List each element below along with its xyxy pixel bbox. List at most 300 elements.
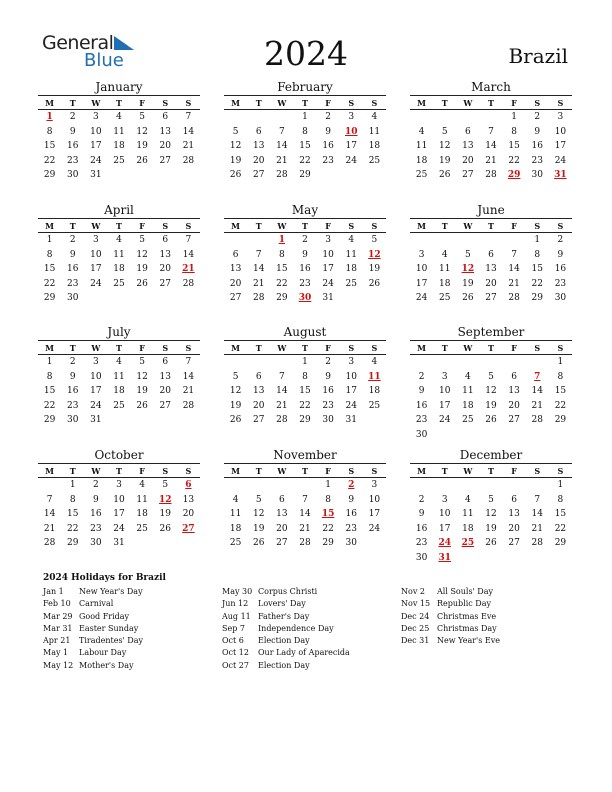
weekday-header: M: [410, 219, 433, 233]
day-cell: 12: [485, 509, 497, 520]
holiday-name: Republic Day: [437, 599, 491, 609]
day-cell: 14: [43, 509, 56, 520]
day-cell: 20: [229, 278, 242, 289]
weekday-header: T: [247, 96, 270, 110]
day-cell: 7: [46, 494, 53, 505]
weekday-header: S: [154, 341, 177, 355]
empty-day-cell: [340, 291, 363, 306]
day-cell: 24: [90, 400, 102, 411]
day-cell: 19: [438, 155, 451, 166]
holiday-name: Independence Day: [258, 623, 334, 633]
day-cell: 8: [534, 249, 541, 260]
day-cell: 31: [322, 293, 334, 304]
weekday-header: T: [293, 219, 316, 233]
day-cell: 7: [255, 249, 262, 260]
day-cell: 6: [162, 357, 169, 368]
day-cell: 4: [139, 480, 145, 491]
empty-day-cell: [410, 233, 433, 248]
day-cell: 24: [345, 400, 357, 411]
day-cell: 25: [229, 538, 242, 549]
empty-day-cell: [177, 168, 200, 183]
month-title: November: [273, 448, 337, 462]
empty-day-cell: [479, 428, 502, 443]
weekday-header: S: [177, 341, 200, 355]
holiday-name: New Year's Day: [79, 587, 143, 596]
day-cell: 1: [557, 480, 564, 491]
day-cell: 18: [368, 141, 381, 152]
day-cell: 25: [368, 400, 381, 411]
day-cell: 18: [462, 523, 474, 534]
holiday-day-cell: 1: [278, 235, 285, 246]
empty-day-cell: [247, 355, 270, 370]
day-cell: 26: [229, 170, 242, 181]
day-cell: 23: [299, 278, 311, 289]
weekday-header: M: [38, 219, 61, 233]
day-cell: 17: [438, 400, 451, 411]
day-cell: 12: [485, 386, 497, 397]
empty-day-cell: [433, 355, 456, 370]
weekday-header: T: [61, 96, 84, 110]
day-cell: 12: [136, 371, 148, 382]
day-cell: 7: [488, 126, 494, 137]
day-cell: 11: [136, 494, 148, 505]
day-cell: 19: [159, 509, 171, 520]
weekday-header: W: [270, 219, 293, 233]
day-cell: 14: [531, 509, 543, 520]
empty-day-cell: [247, 110, 270, 125]
day-cell: 26: [485, 538, 497, 549]
holiday-name: Election Day: [258, 660, 310, 670]
day-cell: 23: [531, 155, 543, 166]
calendar-year: 2024: [264, 34, 348, 73]
month-title: September: [457, 325, 525, 339]
day-cell: 25: [438, 293, 451, 304]
day-cell: 8: [46, 371, 53, 382]
day-cell: 15: [508, 141, 520, 152]
holiday-day-cell: 27: [182, 523, 195, 534]
day-cell: 15: [531, 264, 543, 275]
weekday-header: S: [549, 464, 572, 478]
day-cell: 24: [345, 155, 357, 166]
day-cell: 7: [278, 126, 285, 137]
day-cell: 25: [113, 155, 125, 166]
day-cell: 25: [462, 415, 474, 426]
weekday-header: M: [224, 464, 247, 478]
day-cell: 27: [508, 415, 520, 426]
day-cell: 30: [531, 170, 543, 181]
day-cell: 6: [511, 371, 517, 382]
day-cell: 16: [66, 141, 79, 152]
empty-day-cell: [270, 110, 293, 125]
holiday-day-cell: 24: [438, 538, 451, 549]
day-cell: 29: [531, 293, 543, 304]
day-cell: 4: [371, 357, 378, 368]
day-cell: 23: [90, 523, 102, 534]
day-cell: 30: [554, 293, 567, 304]
day-cell: 19: [229, 400, 242, 411]
day-cell: 26: [485, 415, 497, 426]
day-cell: 31: [345, 415, 357, 426]
day-cell: 20: [182, 509, 195, 520]
day-cell: 11: [113, 249, 125, 260]
day-cell: 28: [182, 400, 195, 411]
day-cell: 2: [534, 112, 541, 123]
day-cell: 10: [438, 509, 451, 520]
holiday-name: Our Lady of Aparecida: [258, 648, 350, 658]
weekday-header: M: [410, 464, 433, 478]
day-cell: 27: [508, 538, 520, 549]
empty-day-cell: [131, 413, 154, 428]
weekday-header: F: [503, 341, 526, 355]
empty-day-cell: [154, 291, 177, 306]
empty-day-cell: [224, 110, 247, 125]
holiday-name: Good Friday: [79, 611, 130, 621]
day-cell: 30: [415, 429, 428, 440]
month-calendar: [410, 202, 572, 306]
weekday-header: T: [107, 96, 130, 110]
month-title: January: [95, 80, 143, 94]
day-cell: 16: [299, 264, 311, 275]
holiday-entry: [222, 612, 350, 624]
day-cell: 5: [371, 235, 378, 246]
holiday-day-cell: 31: [438, 552, 451, 563]
day-cell: 15: [299, 386, 311, 397]
weekday-header: M: [224, 96, 247, 110]
empty-day-cell: [456, 551, 479, 566]
day-cell: 23: [322, 155, 334, 166]
day-cell: 19: [136, 264, 148, 275]
day-cell: 3: [92, 357, 99, 368]
day-cell: 18: [229, 523, 242, 534]
day-cell: 31: [90, 170, 102, 181]
weekday-header: T: [479, 464, 502, 478]
day-cell: 17: [554, 141, 567, 152]
day-cell: 14: [485, 141, 497, 152]
weekday-header: W: [270, 464, 293, 478]
day-cell: 30: [415, 552, 428, 563]
day-cell: 23: [66, 400, 79, 411]
month-calendar: [224, 324, 386, 428]
weekday-header: S: [154, 96, 177, 110]
day-cell: 5: [232, 371, 239, 382]
day-cell: 23: [66, 278, 79, 289]
holiday-date: Aug 11: [222, 611, 251, 621]
day-cell: 1: [325, 480, 331, 491]
day-cell: 10: [345, 371, 357, 382]
day-cell: 4: [418, 126, 425, 137]
day-cell: 3: [92, 235, 99, 246]
weekday-header: S: [363, 341, 386, 355]
empty-day-cell: [317, 168, 340, 183]
day-cell: 2: [325, 112, 331, 123]
holiday-date: Dec 25: [401, 623, 430, 633]
day-cell: 22: [322, 523, 334, 534]
day-cell: 27: [462, 170, 474, 181]
month-title: July: [107, 325, 131, 339]
holiday-date: Apr 21: [43, 636, 71, 646]
empty-day-cell: [270, 355, 293, 370]
holiday-name: Christmas Eve: [437, 611, 497, 621]
day-cell: 10: [90, 249, 102, 260]
day-cell: 13: [252, 141, 265, 152]
empty-day-cell: [433, 428, 456, 443]
day-cell: 28: [252, 293, 265, 304]
empty-day-cell: [154, 168, 177, 183]
empty-day-cell: [479, 478, 502, 493]
day-cell: 11: [345, 249, 357, 260]
day-cell: 21: [508, 278, 520, 289]
day-cell: 18: [136, 509, 148, 520]
day-cell: 22: [276, 278, 288, 289]
day-cell: 16: [66, 386, 79, 397]
weekday-header: W: [270, 96, 293, 110]
weekday-header: M: [224, 219, 247, 233]
day-cell: 22: [43, 400, 56, 411]
day-cell: 21: [252, 278, 265, 289]
day-cell: 23: [345, 523, 357, 534]
holiday-day-cell: 1: [46, 112, 53, 123]
empty-day-cell: [433, 478, 456, 493]
holiday-name: All Souls' Day: [437, 587, 493, 596]
weekday-header: S: [177, 96, 200, 110]
weekday-header: S: [363, 219, 386, 233]
day-cell: 24: [415, 293, 428, 304]
day-cell: 27: [252, 415, 265, 426]
month-calendar: [224, 79, 386, 183]
day-cell: 13: [252, 386, 265, 397]
day-cell: 21: [299, 523, 311, 534]
holiday-entry: [401, 587, 500, 599]
day-cell: 1: [302, 112, 308, 123]
day-cell: 25: [415, 170, 428, 181]
empty-day-cell: [456, 233, 479, 248]
day-cell: 10: [415, 264, 428, 275]
empty-day-cell: [433, 110, 456, 125]
month-calendar: [410, 79, 572, 183]
day-cell: 14: [531, 386, 543, 397]
day-cell: 26: [438, 170, 451, 181]
day-cell: 1: [46, 357, 53, 368]
day-cell: 18: [462, 400, 474, 411]
day-cell: 3: [418, 249, 425, 260]
day-cell: 28: [299, 538, 311, 549]
holiday-entry: [43, 599, 143, 611]
day-cell: 16: [322, 386, 334, 397]
day-cell: 15: [66, 509, 79, 520]
month-table: [38, 463, 200, 551]
holiday-day-cell: 6: [185, 480, 192, 491]
holiday-date: Nov 15: [401, 599, 431, 609]
weekday-header: S: [340, 464, 363, 478]
holiday-entry: [222, 661, 350, 673]
empty-day-cell: [154, 413, 177, 428]
day-cell: 16: [90, 509, 102, 520]
day-cell: 17: [415, 278, 428, 289]
holiday-name: Corpus Christi: [258, 587, 318, 596]
empty-day-cell: [38, 478, 61, 493]
day-cell: 7: [534, 494, 541, 505]
holiday-date: Feb 10: [43, 599, 71, 609]
month-title: February: [277, 80, 333, 94]
day-cell: 9: [69, 126, 76, 137]
empty-day-cell: [410, 355, 433, 370]
day-cell: 5: [441, 126, 448, 137]
weekday-header: S: [177, 219, 200, 233]
day-cell: 12: [229, 141, 242, 152]
day-cell: 7: [185, 357, 192, 368]
weekday-header: M: [38, 341, 61, 355]
month-table: [410, 95, 572, 183]
weekday-header: S: [526, 464, 549, 478]
holiday-entry: [43, 636, 143, 648]
day-cell: 13: [159, 126, 171, 137]
day-cell: 30: [90, 538, 102, 549]
day-cell: 21: [276, 400, 288, 411]
weekday-header: F: [503, 96, 526, 110]
day-cell: 8: [302, 371, 308, 382]
weekday-header: T: [433, 96, 456, 110]
day-cell: 21: [531, 400, 543, 411]
day-cell: 2: [92, 480, 99, 491]
day-cell: 4: [116, 357, 122, 368]
logo-word-general: General: [42, 32, 114, 54]
holiday-entry: [43, 661, 143, 673]
weekday-header: W: [456, 219, 479, 233]
day-cell: 9: [418, 386, 425, 397]
day-cell: 7: [185, 112, 192, 123]
day-cell: 27: [252, 170, 265, 181]
weekday-header: F: [131, 96, 154, 110]
day-cell: 4: [348, 235, 355, 246]
day-cell: 17: [345, 141, 357, 152]
holiday-date: May 30: [222, 587, 253, 596]
weekday-header: F: [503, 219, 526, 233]
day-cell: 16: [415, 400, 428, 411]
day-cell: 30: [66, 415, 79, 426]
day-cell: 4: [441, 249, 448, 260]
day-cell: 23: [415, 538, 428, 549]
day-cell: 7: [302, 494, 308, 505]
day-cell: 4: [371, 112, 378, 123]
holiday-day-cell: 29: [507, 170, 521, 181]
empty-day-cell: [456, 355, 479, 370]
day-cell: 6: [162, 112, 169, 123]
holiday-entry: [222, 587, 350, 599]
holiday-date: Jan 1: [43, 587, 64, 596]
empty-day-cell: [479, 355, 502, 370]
day-cell: 10: [90, 371, 102, 382]
holiday-day-cell: 11: [368, 371, 381, 382]
weekday-header: W: [84, 96, 107, 110]
weekday-header: S: [549, 341, 572, 355]
day-cell: 21: [182, 386, 195, 397]
day-cell: 13: [159, 371, 171, 382]
day-cell: 18: [345, 264, 357, 275]
holiday-day-cell: 15: [321, 509, 335, 520]
day-cell: 16: [554, 264, 567, 275]
weekday-header: T: [479, 219, 502, 233]
day-cell: 26: [136, 278, 148, 289]
day-cell: 22: [43, 155, 56, 166]
weekday-header: S: [154, 464, 177, 478]
day-cell: 24: [554, 155, 567, 166]
holiday-column: [401, 587, 500, 648]
weekday-header: F: [317, 341, 340, 355]
empty-day-cell: [503, 551, 526, 566]
day-cell: 5: [139, 357, 145, 368]
weekday-header: F: [317, 96, 340, 110]
empty-day-cell: [247, 478, 270, 493]
empty-day-cell: [131, 168, 154, 183]
day-cell: 27: [159, 155, 171, 166]
day-cell: 24: [322, 278, 334, 289]
weekday-header: S: [526, 219, 549, 233]
day-cell: 26: [229, 415, 242, 426]
day-cell: 6: [232, 249, 239, 260]
empty-day-cell: [549, 428, 572, 443]
day-cell: 26: [136, 400, 148, 411]
holiday-entry: [43, 587, 143, 599]
day-cell: 25: [368, 155, 381, 166]
empty-day-cell: [526, 551, 549, 566]
holiday-day-cell: 12: [461, 264, 475, 275]
month-calendar: [410, 324, 572, 442]
empty-day-cell: [363, 413, 386, 428]
day-cell: 29: [299, 415, 311, 426]
day-cell: 14: [182, 249, 195, 260]
day-cell: 21: [182, 141, 195, 152]
weekday-header: T: [479, 96, 502, 110]
empty-day-cell: [549, 551, 572, 566]
holiday-entry: [43, 624, 143, 636]
day-cell: 16: [66, 264, 79, 275]
day-cell: 14: [182, 371, 195, 382]
day-cell: 27: [229, 293, 242, 304]
day-cell: 1: [46, 235, 53, 246]
day-cell: 27: [276, 538, 288, 549]
day-cell: 26: [136, 155, 148, 166]
holiday-date: Oct 6: [222, 636, 244, 646]
day-cell: 6: [162, 235, 169, 246]
holiday-day-cell: 31: [554, 170, 567, 181]
day-cell: 9: [348, 494, 355, 505]
country-name: Brazil: [508, 44, 568, 68]
empty-day-cell: [107, 291, 130, 306]
day-cell: 29: [43, 170, 56, 181]
holiday-name: Father's Day: [258, 611, 310, 621]
day-cell: 29: [322, 538, 334, 549]
day-cell: 17: [90, 264, 102, 275]
empty-day-cell: [131, 536, 154, 551]
day-cell: 20: [508, 400, 520, 411]
day-cell: 18: [113, 141, 125, 152]
day-cell: 26: [252, 538, 265, 549]
logo-word-blue: Blue: [84, 50, 124, 71]
day-cell: 28: [531, 415, 543, 426]
month-title: August: [283, 325, 327, 339]
day-cell: 30: [66, 293, 79, 304]
holiday-date: Nov 2: [401, 587, 425, 596]
day-cell: 11: [438, 264, 451, 275]
day-cell: 30: [322, 415, 334, 426]
weekday-header: S: [154, 219, 177, 233]
day-cell: 12: [136, 249, 148, 260]
day-cell: 14: [276, 141, 288, 152]
day-cell: 13: [485, 264, 497, 275]
weekday-header: F: [317, 219, 340, 233]
day-cell: 9: [69, 371, 76, 382]
day-cell: 23: [554, 278, 567, 289]
